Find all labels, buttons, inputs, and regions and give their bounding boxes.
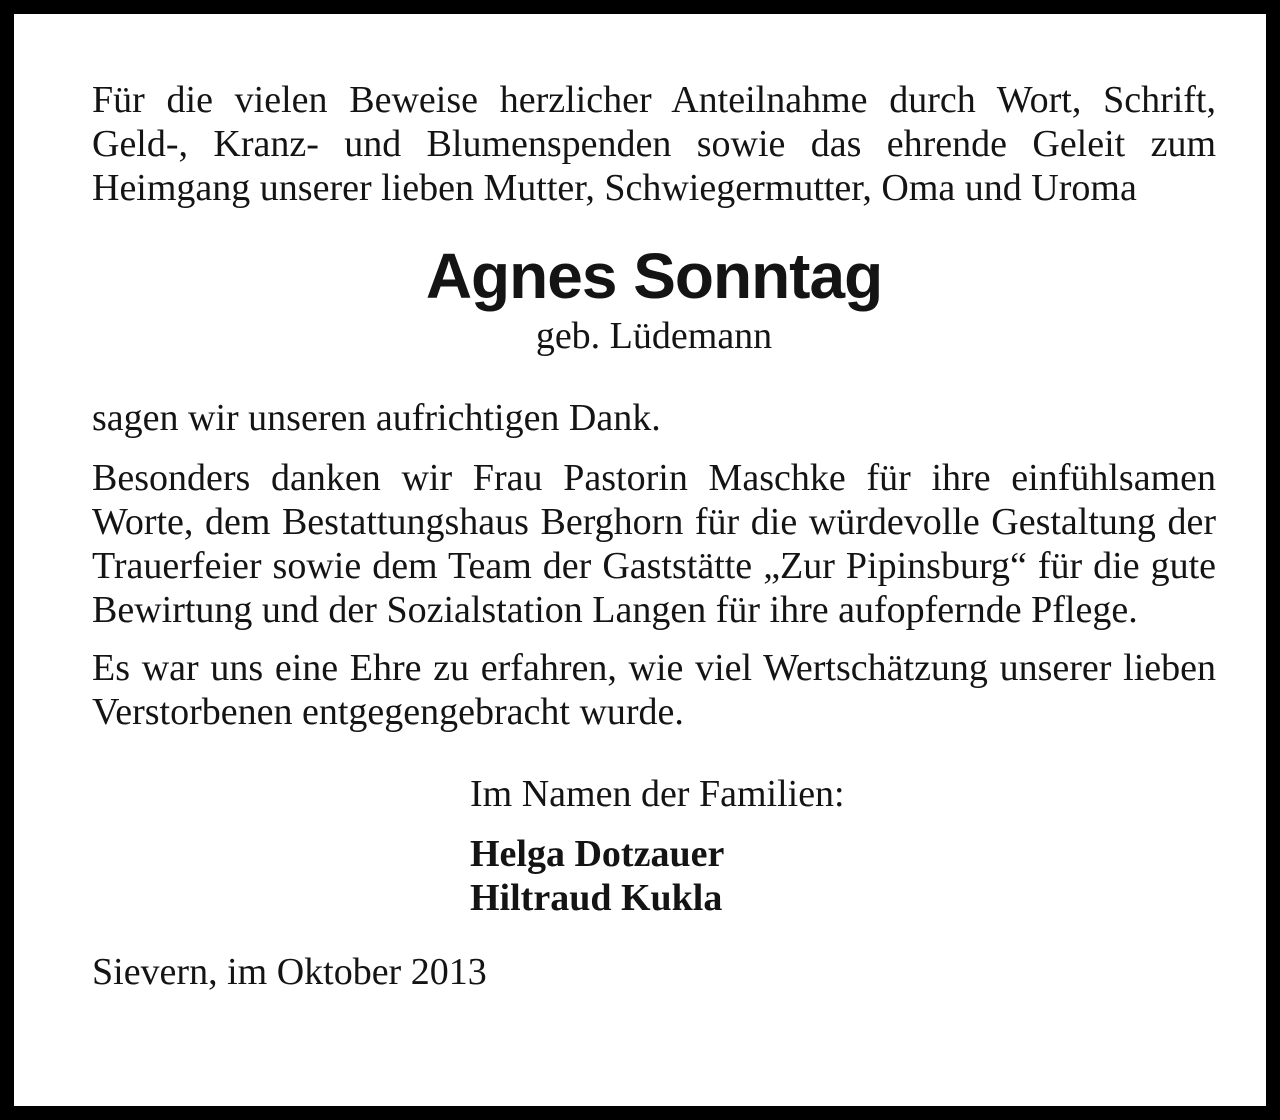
- special-thanks-paragraph: Besonders danken wir Frau Pastorin Maschke für ihre einfühlsamen Worte, dem Bestattungshaus Berghorn für die würdevolle Gestaltung der Trauerfeier sowie dem Team der Gaststätte „Zur Pipinsburg“ für die gute Bewirtung und der Sozialstation Langen für ihre aufopfernde Pflege.: [92, 457, 1216, 631]
- place-date: Sievern, im Oktober 2013: [92, 951, 487, 993]
- signer-list: [470, 832, 1216, 920]
- maiden-name: geb. Lüdemann: [535, 315, 773, 357]
- thanks-line: sagen wir unseren aufrichtigen Dank.: [92, 397, 661, 439]
- signer-name: Hiltraud Kukla: [470, 877, 723, 919]
- deceased-name: Agnes Sonntag: [425, 240, 883, 312]
- signer-name: Helga Dotzauer: [470, 833, 725, 875]
- honor-paragraph: Es war uns eine Ehre zu erfahren, wie viel Wertschätzung unserer lieben Verstorbenen entgegengebracht wurde.: [92, 647, 1216, 733]
- intro-paragraph: Für die vielen Beweise herzlicher Anteilnahme durch Wort, Schrift, Geld-, Kranz- und Blumenspenden sowie das ehrende Geleit zum Heimgang unserer lieben Mutter, Schwiegermutter, Oma und Uroma: [92, 79, 1216, 209]
- notice-content: [92, 78, 1216, 994]
- signature-intro: Im Namen der Familien:: [470, 773, 845, 815]
- signature-block: [470, 772, 1216, 920]
